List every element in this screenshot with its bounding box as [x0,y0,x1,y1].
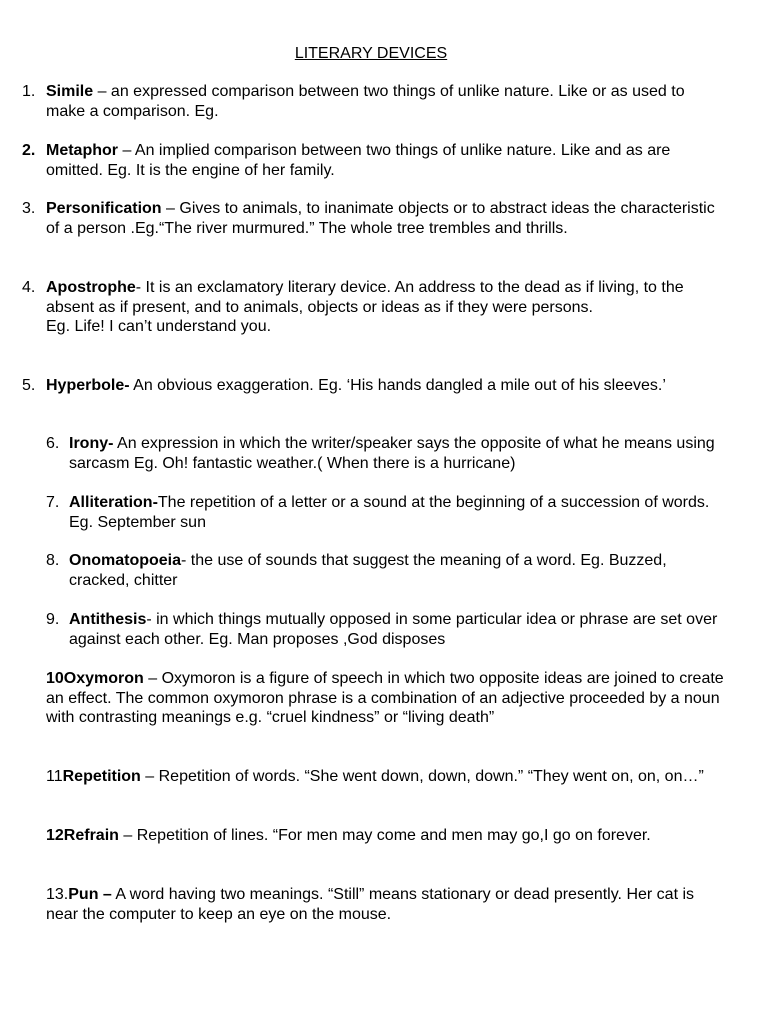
list-item-irony [46,434,729,473]
item-number: 13. [46,886,69,903]
list-item-apostrophe [22,278,726,337]
item-number: 5. [22,377,36,394]
item-text: An obvious exaggeration. Eg. ‘His hands dangled a mile out of his sleeves.’ [129,377,666,394]
list-item-simile [22,82,726,121]
item-term: Simile [46,83,94,100]
item-text: A word having two meanings. “Still” means stationary or dead presently. Her cat is near the computer to keep an eye on the mouse. [46,886,695,923]
item-text: - the use of sounds that suggest the meaning of a word. Eg. Buzzed, cracked, chitter [69,552,667,589]
item-term: Personification [46,200,162,217]
item-text: – Repetition of words. “She went down, down, down.” “They went on, on, on…” [140,768,704,785]
item-number: 4. [22,279,36,296]
item-text: – Oxymoron is a figure of speech in which two opposite ideas are joined to create an effect. The common oxymoron phrase is a combination of an adjective proceeded by a noun with contrasting meanings e.g. “cruel kindness” or “living death” [46,670,724,726]
item-term: Hyperbole- [46,377,130,394]
item-term: Repetition [62,768,141,785]
item-number: 7. [46,494,60,511]
list-item-oxymoron [46,669,726,728]
item-number: 10 [46,670,64,687]
item-number: 8. [46,552,60,569]
item-term: Pun – [68,886,112,903]
item-term: Refrain [63,827,119,844]
list-item-refrain [46,826,726,846]
list-item-metaphor [22,141,726,180]
item-number: 12 [46,827,64,844]
list-item-antithesis [46,610,729,649]
item-term: Irony- [69,435,114,452]
item-term: Apostrophe [46,279,136,296]
item-term: Antithesis [69,611,147,628]
item-text: – an expressed comparison between two things of unlike nature. Like or as used to make a comparison. Eg. [46,83,685,120]
page-title: LITERARY DEVICES [294,45,448,62]
item-term: Onomatopoeia [69,552,182,569]
item-number: 9. [46,611,60,628]
list-item-onomatopoeia [46,551,729,590]
item-text: – An implied comparison between two things of unlike nature. Like and as are omitted. Eg. It is the engine of her family. [46,142,671,179]
item-example: Eg. Life! I can’t understand you. [46,318,272,335]
item-text: - It is an exclamatory literary device. An address to the dead as if living, to the absent as if present, and to animals, objects or ideas as if they were persons. [46,279,684,316]
item-number: 3. [22,200,36,217]
item-term: Metaphor [46,142,118,159]
item-number: 6. [46,435,60,452]
item-text: An expression in which the writer/speaker says the opposite of what he means using sarcasm Eg. Oh! fantastic weather.( When there is a hurricane) [69,435,715,472]
item-text: The repetition of a letter or a sound at the beginning of a succession of words. Eg. September sun [69,494,710,531]
list-item-hyperbole [22,376,726,396]
item-number: 11 [46,768,63,785]
item-number: 1. [22,83,36,100]
list-item-repetition [46,767,726,787]
list-item-pun [46,885,726,924]
item-term: Alliteration- [69,494,158,511]
item-text: – Repetition of lines. “For men may come and men may go,I go on forever. [118,827,651,844]
item-term: Oxymoron [63,670,144,687]
item-number: 2. [22,142,36,159]
item-text: - in which things mutually opposed in some particular idea or phrase are set over against each other. Eg. Man proposes ,God disposes [69,611,718,648]
list-item-alliteration [46,493,729,532]
item-text: – Gives to animals, to inanimate objects or to abstract ideas the characteristic of a person .Eg.“The river murmured.” The whole tree trembles and thrills. [46,200,715,237]
list-item-personification [22,199,726,238]
